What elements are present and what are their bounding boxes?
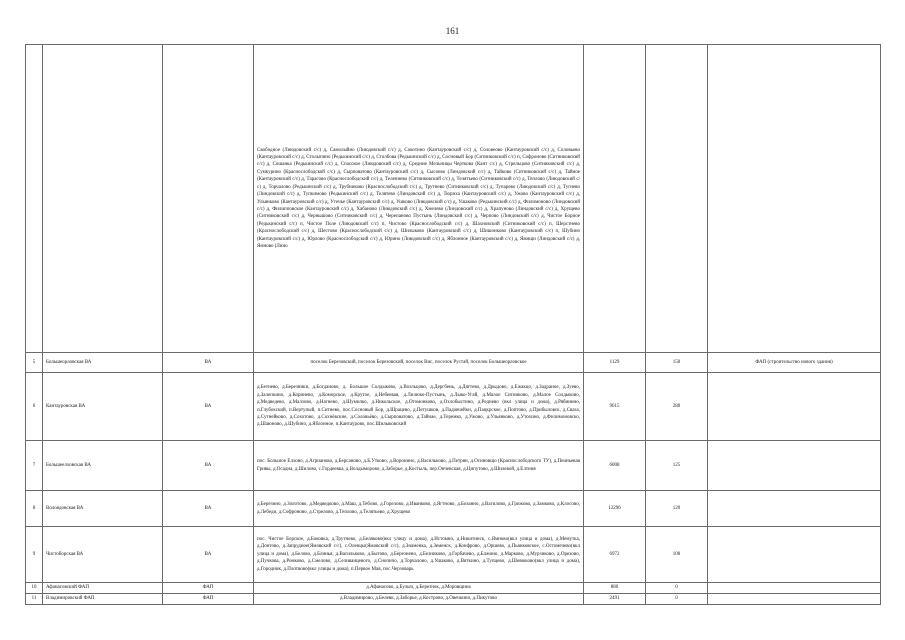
cell-settlements: д.Афанасово, д.Булыч, д.Березнок, д.Моровщина bbox=[254, 583, 584, 594]
cell-settlements: пос. Чистое Борское, д.Боковка, д.Трутнево, д.Беляково(вкл улицу и дома), д.Истомно, д.Никитинск, с.Ямново(вкл улица и дома), д.Мемутка, д.Донтово, д.Запрудное(Ямовский с/с), с.Оленцы(Ямовский с/с), д.Знаменка, д.Земенск, д.Конфрово, д.Оршево, д.Пьянковское, с.Остомечево(вкл улица и дома), д.Белово, д.Блинья, д.Васильково, д.Бытово, д.Березнено, д.Безниково, д.Горбачево, д.Блжино, д.Марково, д.Мурзиково, д.Орехово, д.Пучкова, д.Ромково, д.Смелово, д.Селиванцевого, д.Снопичо, д.Торчалово, д.Ушаково, д.Вяткино, д.Тупцево, д.Шевюково(вкл улица и дома), д.Городник, д.Плотвово(вкл улицы и дома), п.Первое Мая, пос.Черзоварь bbox=[254, 527, 584, 583]
table-row bbox=[26, 353, 881, 373]
cell-name: Афанасовский ФАП bbox=[43, 583, 163, 594]
cell-note bbox=[708, 45, 881, 353]
cell-type: ФАП bbox=[163, 594, 254, 605]
cell-distance: 150 bbox=[646, 353, 708, 373]
cell-no: 9 bbox=[26, 527, 43, 583]
table-row bbox=[26, 583, 881, 594]
cell-note: ФАП (строительство нового здания) bbox=[708, 353, 881, 373]
cell-name: Кантауровская ВА bbox=[43, 373, 163, 441]
page-number: 161 bbox=[445, 26, 460, 36]
facilities-table bbox=[25, 44, 881, 605]
cell-no: 8 bbox=[26, 491, 43, 527]
cell-name: Владимировский ФАП bbox=[43, 594, 163, 605]
cell-type: ВА bbox=[163, 353, 254, 373]
cell-population: 2491 bbox=[584, 594, 646, 605]
table-row bbox=[26, 441, 881, 491]
cell-distance: 125 bbox=[646, 441, 708, 491]
cell-type bbox=[163, 45, 254, 353]
cell-type: ФАП bbox=[163, 583, 254, 594]
cell-population: 9615 bbox=[584, 373, 646, 441]
cell-settlements: д.Владимирово, д.Белевк, д.Заборье, д.Кострово, д.Овечкино, д.Пикутово bbox=[254, 594, 584, 605]
cell-name: Большеелховская ВА bbox=[43, 441, 163, 491]
cell-distance: 120 bbox=[646, 491, 708, 527]
cell-name: Волоядовская ВА bbox=[43, 491, 163, 527]
cell-population: 6972 bbox=[584, 527, 646, 583]
cell-note bbox=[708, 583, 881, 594]
cell-settlements: д.Березино, д.Золотово, д.Медведково, д.Маш, д.Тебово, д.Горелово, д.Иванково, д.Ягтново, д.Бозанно, д.Вагилово, д.Грижово, д.Замково, д.Клосово, д.Лебеди, д.Софроново, д.Стрелово, д.Теплово, д.Телятьево, д.Хрущево bbox=[254, 491, 584, 527]
cell-settlements: пос. Большое Елхово, д.Агрианово, д.Берсаново, д.Б.Утково, д.Воронино, д.Васильково, д.Петрян, д.Осиновщо (Краснослободского ТУ), д.Пеиньевая Гривы, д.Осадна, д.Шилово, с.Гордеевка, д.Волдыморово, д.Заборье, д.Костыль, пер.Ончевская, д.Ципутово, д.Шилевой, д.Елтиня bbox=[254, 441, 584, 491]
cell-population: 6008 bbox=[584, 441, 646, 491]
cell-population: 1129 bbox=[584, 353, 646, 373]
cell-type: ВА bbox=[163, 491, 254, 527]
cell-distance: 280 bbox=[646, 373, 708, 441]
cell-settlements: д.Бетнево, д.Березники, д.Богданово, д. Большое Солдыково, д.Возльцово, д.Дергбень, д.Дягтево, д.Дрыдово, д.Ежакцо, д.Задраное, д.Зуево, д.Залепкино, д.Коринево, д.Коморское, д.Крутое, д.Небеевая, д.Лилюко-Пустынь, д.Лыко-Угай, д.Малое Ситниково, д.Малое Солдыково, д.Медведево, д.Малзово, д.Нагнево, д.Шумилко, д.Никольское, д.Отомонково, д.Охлобыстино, д.Реднево (вкл улица и дома), д.Рябинино, п.Глубокский, п.Вертупый, п.Ситнево, пос.Сосновый Бор, д.Шрацево, д.Петушков, д.Падовчейки, д.Пацкрское, д.Поптово, д.Прибыловск, д.Сваза, д.Сутнейково, д.Сохотово, д.Сохнёвские, д.Соловьёво, д.Сырповатово, д.Тайнае, д.Теремко, д.Ужово, д.Ульянково, д.Утохино, д.Филимоновско, д.Шаюново, д.Шубино, д.Яблонное, п.Кантаурово, пос.Шилыковский bbox=[254, 373, 584, 441]
cell-distance bbox=[646, 45, 708, 353]
cell-name bbox=[43, 45, 163, 353]
cell-name: Большеорловская ВА bbox=[43, 353, 163, 373]
table-row bbox=[26, 491, 881, 527]
cell-type: ВА bbox=[163, 373, 254, 441]
cell-population: 880 bbox=[584, 583, 646, 594]
cell-no: 7 bbox=[26, 441, 43, 491]
cell-no: 10 bbox=[26, 583, 43, 594]
cell-settlements: Свободное (Лиюдовский с/с) д, Самолыйно (Лиюдовский с/с) д, Сокотино (Кантауровский с/с) д, Соловеово (Кантауровский с/с) д, Соловьево (Кантауровский с/с) д, Столыпино (Редькинский с/с) д, Столбова (Редькинский с/с) д, Сосновый Бор (Ситниковский с/с) п, Софроново (Ситниковский с/с) д, Сошанка (Редькинский с/с) д, Спасское (Лиюдовский с/с) д, Средние Мельницы Черткова (Кант с/с) д, Стрельцово (Ситниковский с/с) д, Сумкурино (Краснослободской с/с) д, Сырповатово (Кантауровский с/с) д, Сысоево (Линдовский с/с) д, Тайково (Ситниковский с/с) д, Тайное (Кантауровский с/с) д, Тарасово (Краснослободский с/с) д, Телепнево (Ситниковский с/с) д, Телятьево (Ситниковский с/с) д, Теплово (Лиюдовский с/с) д, Торчалово (Редькинский с/с) д, Трубниково (Краснослободский с/с) д, Трутнево (Ситниковский с/с) д, Тупарево (Лиюдовский с/с) д, Тугнево (Линдовский с/с) д, Тупкимово (Редькинский с/с) д, Телятево (Линдовский с/с) д, Тюриха (Кантауровский с/с) д, Ужово (Кантауровский с/с) д, Ульянково (Кантауровский с/с) д, Утечье (Кантауровский с/с) д, Ушково (Лиюдовский с/с) д, Ушаково (Редькинский с/с) д, Филимоново (Линдовский с/с) д, Филипповское (Кантауровский с/с) д, Хабаново (Лиюдовский с/с) д, Хмелево (Линдовский с/с) д, Храпуново (Линдовский с/с) д, Хрущево (Ситниковский с/с) д, Чернышово (Ситниковский с/с) д, Черепаново Пустынь (Линдовский с/с) д, Черпово (Линдовский с/с) д, Чистое Борное (Редькинский с/с) п, Чистое Поле (Лиюдовский с/с) п, Чистово (Краснослободский с/с) д, Шахновский (Ситниковский с/с) п, Шерстнево (Краснослободский с/с) д, Шестово (Краснослободский с/с) д, Шилыково (Кантауровский с/с) д, Шишонково (Кантауровский с/с) п, Шубино (Кантауровский с/с) д, Юрлово (Краснослободский с/с) д, Юрино (Лиюдовский с/с) д, Яблонное (Кантауровский с/с) д, Ямищи (Линдовский с/с) д, Ямново (Лино bbox=[254, 45, 584, 353]
table-row bbox=[26, 527, 881, 583]
cell-type: ВА bbox=[163, 527, 254, 583]
cell-no: 5 bbox=[26, 353, 43, 373]
cell-settlements: поселок Березовский, поселок Березовский, поселок Вис, поселок Рустай, поселок Большеорловское bbox=[254, 353, 584, 373]
table-row bbox=[26, 373, 881, 441]
continuation-row bbox=[26, 45, 881, 353]
cell-name: Чистоборская ВА bbox=[43, 527, 163, 583]
cell-no: 6 bbox=[26, 373, 43, 441]
cell-distance: 0 bbox=[646, 594, 708, 605]
cell-note bbox=[708, 373, 881, 441]
cell-population: 12296 bbox=[584, 491, 646, 527]
table-row bbox=[26, 594, 881, 605]
cell-no bbox=[26, 45, 43, 353]
cell-note bbox=[708, 441, 881, 491]
cell-note bbox=[708, 527, 881, 583]
cell-population bbox=[584, 45, 646, 353]
cell-note bbox=[708, 594, 881, 605]
cell-type: ВА bbox=[163, 441, 254, 491]
cell-no: 11 bbox=[26, 594, 43, 605]
cell-distance: 100 bbox=[646, 527, 708, 583]
cell-distance: 0 bbox=[646, 583, 708, 594]
cell-note bbox=[708, 491, 881, 527]
